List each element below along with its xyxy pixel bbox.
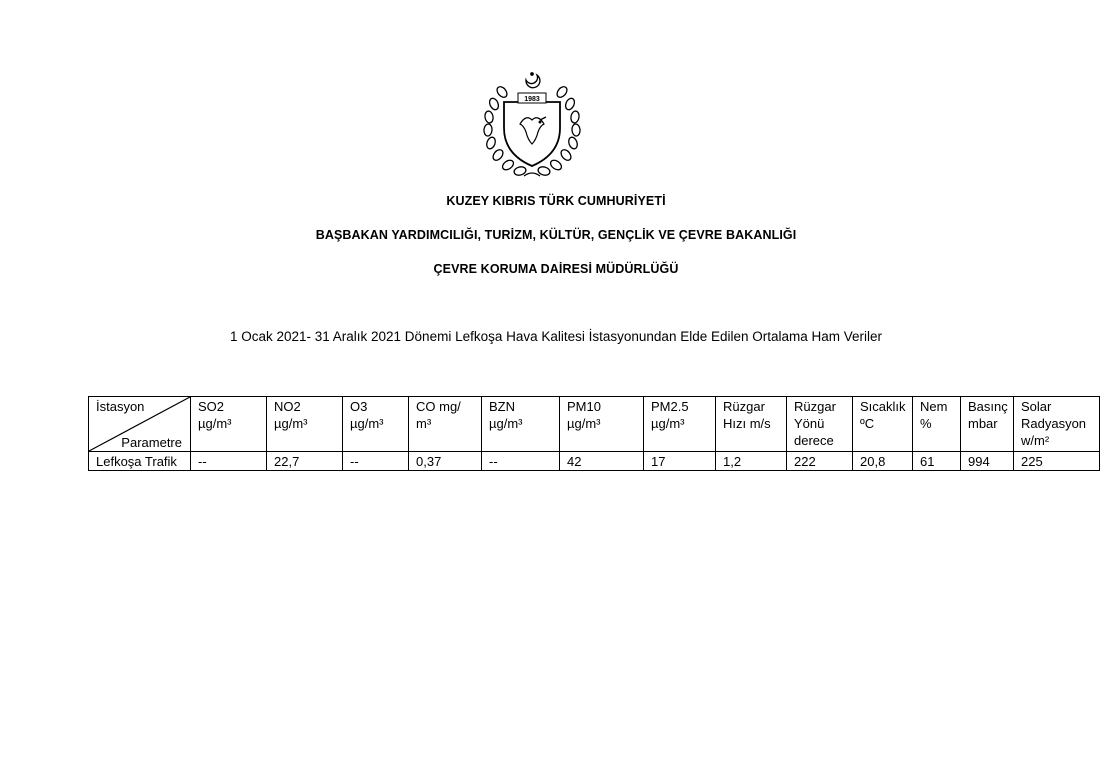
column-header-line: Rüzgar [723,399,765,414]
air-quality-table [88,396,1100,471]
column-header-line: µg/m³ [567,416,601,431]
coat-of-arms-emblem [480,66,584,182]
column-header-line: µg/m³ [350,416,384,431]
column-header-cell [787,397,853,452]
column-header-line: m³ [416,416,432,431]
value-cell: 22,7 [267,452,343,471]
value-cell: 17 [644,452,716,471]
value-cell: 222 [787,452,853,471]
column-header-cell [961,397,1014,452]
station-name-cell: Lefkoşa Trafik [89,452,191,471]
column-header-line: derece [794,433,834,448]
column-header-line: BZN [489,399,515,414]
country-name-heading: KUZEY KIBRIS TÜRK CUMHURİYETİ [446,194,666,208]
column-header-line: µg/m³ [198,416,232,431]
column-header-line: Yönü [794,416,825,431]
value-cell: 225 [1014,452,1100,471]
document-subtitle: 1 Ocak 2021- 31 Aralık 2021 Dönemi Lefkoşa Hava Kalitesi İstasyonundan Elde Edilen Ortalama Ham Veriler [229,329,883,344]
column-header-line: µg/m³ [651,416,685,431]
column-header-line: Rüzgar [794,399,836,414]
table-header-row [89,397,1100,452]
column-header-cell [560,397,644,452]
column-header-line: Hızı m/s [723,416,771,431]
value-cell: 42 [560,452,644,471]
column-header-cell [644,397,716,452]
parameter-row-label: Parametre [121,435,182,450]
value-cell: -- [343,452,409,471]
table-row [89,452,1100,471]
column-header-line: µg/m³ [274,416,308,431]
value-cell: 20,8 [853,452,913,471]
column-header-line: % [920,416,932,431]
column-header-cell [482,397,560,452]
column-header-line: ºC [860,416,875,431]
column-header-line: Nem [920,399,948,414]
column-header-line: w/m² [1021,433,1050,448]
value-cell: 61 [913,452,961,471]
department-name-heading: ÇEVRE KORUMA DAİRESİ MÜDÜRLÜĞÜ [433,262,679,276]
column-header-cell [1014,397,1100,452]
column-header-cell [913,397,961,452]
column-header-cell [343,397,409,452]
column-header-line: Solar [1021,399,1052,414]
ministry-name-heading: BAŞBAKAN YARDIMCILIĞI, TURİZM, KÜLTÜR, GENÇLİK VE ÇEVRE BAKANLIĞI [315,228,797,242]
column-header-line: Sıcaklık [860,399,906,414]
value-cell: -- [482,452,560,471]
column-header-line: mbar [968,416,998,431]
column-header-cell [409,397,482,452]
column-header-line: PM2.5 [651,399,689,414]
corner-header-cell [89,397,191,452]
column-header-cell [853,397,913,452]
column-header-line: SO2 [198,399,225,414]
column-header-line: Basınç [968,399,1008,414]
column-header-cell [191,397,267,452]
value-cell: -- [191,452,267,471]
column-header-line: µg/m³ [489,416,523,431]
column-header-line: NO2 [274,399,301,414]
value-cell: 994 [961,452,1014,471]
column-header-line: O3 [350,399,368,414]
column-header-line: CO mg/ [416,399,461,414]
value-cell: 1,2 [716,452,787,471]
column-header-cell [716,397,787,452]
value-cell: 0,37 [409,452,482,471]
station-column-label: İstasyon [96,399,145,414]
kktc-coat-of-arms-icon [480,66,584,182]
column-header-line: PM10 [567,399,601,414]
column-header-cell [267,397,343,452]
column-header-line: Radyasyon [1021,416,1087,431]
emblem-year-text: 1983 [524,96,540,103]
